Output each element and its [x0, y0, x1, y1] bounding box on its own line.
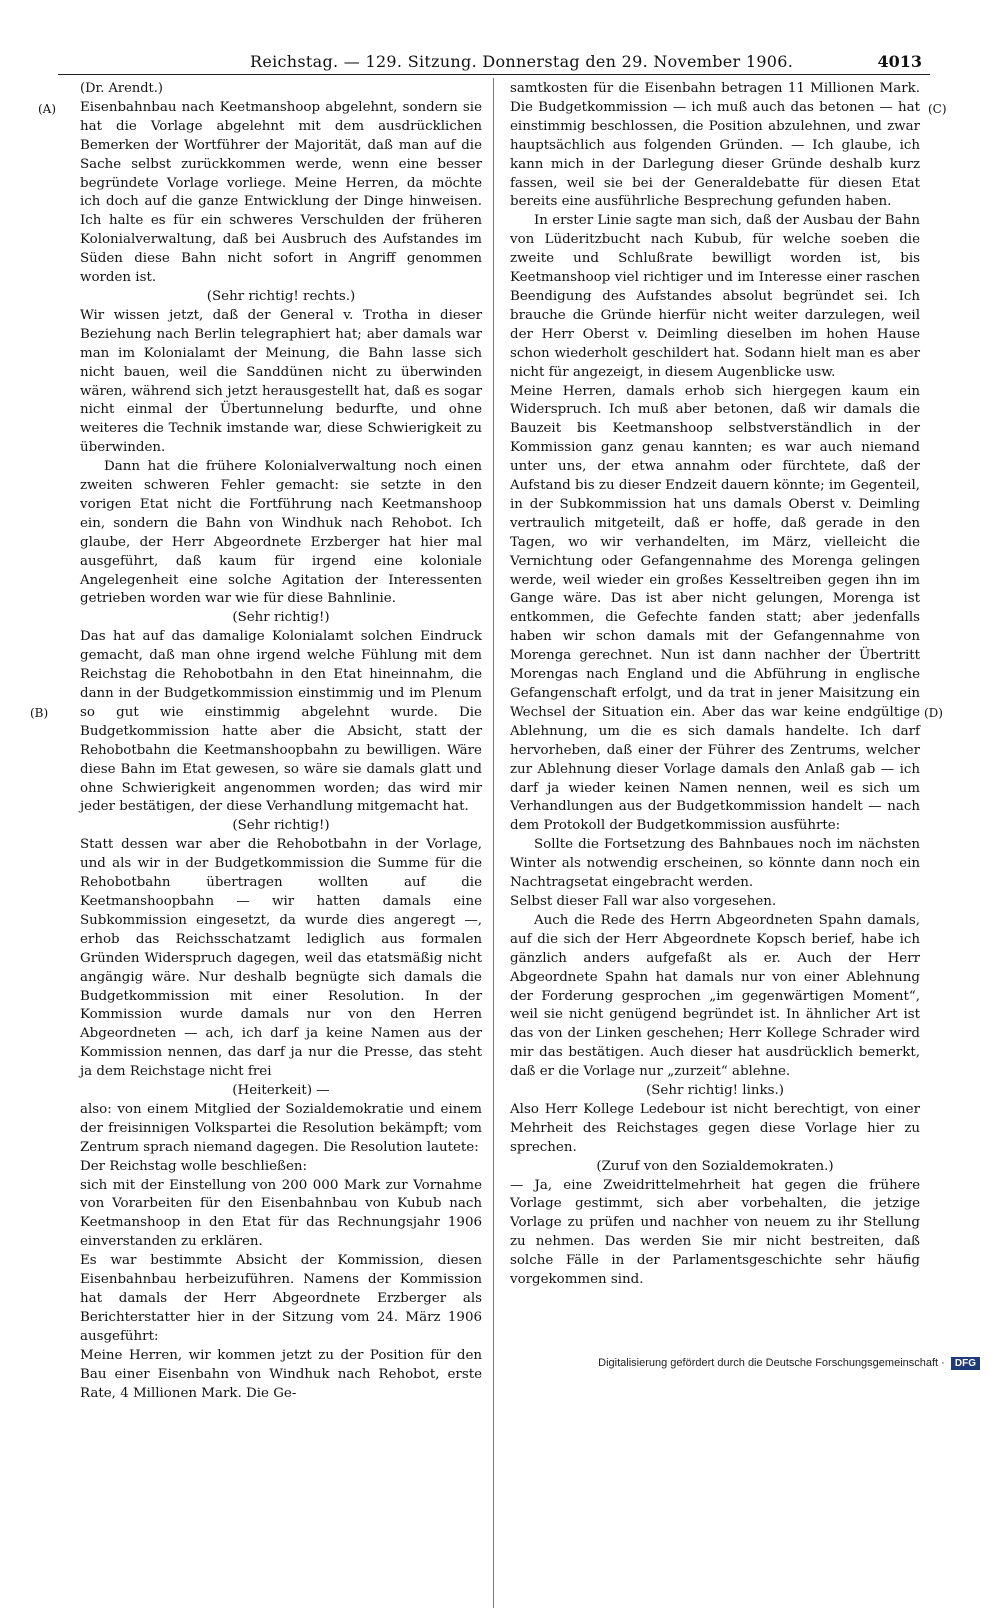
footer-text: Digitalisierung gefördert durch die Deutsche Forschungsgemeinschaft · — [598, 1357, 945, 1369]
margin-marker-c: (C) — [928, 102, 947, 116]
column-divider — [493, 78, 494, 1608]
margin-marker-b: (B) — [30, 706, 49, 720]
paragraph: Dann hat die frühere Kolonialverwaltung noch einen zweiten schweren Fehler gemacht: sie setzte in den vorigen Etat nicht die Fortführung nach Keetmanshoop ein, sondern die Bahn von Windhuk nach Rehobot. Ich glaube, der Herr Abgeordnete Erzberger hat hier mal ausgeführt, daß kaum für irgend eine koloniale Angelegenheit eine solche Agitation der Interessenten getrieben worden war wie für diese Bahnlinie. — [80, 459, 482, 607]
dfg-logo: DFG — [951, 1357, 980, 1370]
page-number: 4013 — [877, 52, 922, 71]
header-rule — [58, 74, 930, 75]
paragraph: Selbst dieser Fall war also vorgesehen. — [510, 893, 777, 909]
report-quote-continued: In erster Linie sagte man sich, daß der Ausbau der Bahn von Lüderitzbucht nach Kubub, für welche soeben die zweite und Schlußrate bewilligt worden ist, bis Keetmanshoop viel richtiger und im Interesse einer raschen Beendigung des Aufstandes absolut begründet sei. Ich brauche die Gründe hierfür nicht weiter darzulegen, weil der Herr Oberst v. Deimling dieselben im hohen Hause schon wiederholt geschildert hat. Sodann hielt man es aber nicht für angezeigt, in diesem Augenblicke usw. — [510, 213, 920, 380]
paragraph: — Ja, eine Zweidrittelmehrheit hat gegen die frühere Vorlage gestimmt, sich aber vorbehalten, die jetzige Vorlage zu prüfen und nachher von neuem zu ihr Stellung zu nehmen. Das werden Sie mir nicht bestreiten, daß solche Fälle in der Parlamentsgeschichte sehr häufig vorgekommen sind. — [510, 1177, 920, 1288]
quote-intro: Der Reichstag wolle beschließen: — [80, 1158, 308, 1174]
report-quote: Meine Herren, wir kommen jetzt zu der Position für den Bau einer Eisenbahn von Windhuk nach Rehobot, erste Rate, 4 Millionen Mark. Die Ge- — [80, 1347, 482, 1401]
right-column — [510, 80, 920, 1290]
interjection: (Zuruf von den Sozialdemokraten.) — [596, 1158, 834, 1174]
margin-marker-a: (A) — [38, 102, 57, 116]
paragraph: Eisenbahnbau nach Keetmanshoop abgelehnt, sondern sie hat die Vorlage abgelehnt mit dem ausdrücklichen Bemerken der Wortführer der Majorität, daß man auf die Sache selbst zurückkommen werde, wenn eine besser begründete Vorlage vorliege. Meine Herren, da möchte ich doch auf die ganze Entwicklung der Dinge hinweisen. Ich halte es für ein schweres Verschulden der früheren Kolonialverwaltung, daß bei Ausbruch des Aufstandes im Süden diese Bahn nicht sofort in Angriff genommen worden ist. — [80, 99, 482, 286]
resolution-quote: sich mit der Einstellung von 200 000 Mark zur Vornahme von Vorarbeiten für den Eisenbahnbau von Kubub nach Keetmanshoop in den Etat für das Rechnungsjahr 1906 einverstanden zu erklären. — [80, 1177, 482, 1250]
page-header — [0, 0, 1000, 80]
interjection: (Sehr richtig! links.) — [646, 1083, 784, 1099]
footer-credit — [598, 1357, 980, 1370]
paragraph: Statt dessen war aber die Rehobotbahn in der Vorlage, und als wir in der Budgetkommission die Summe für die Rehobotbahn übertragen wollten auf die Keetmanshoopbahn — wir hatten damals eine Subkommission eingesetzt, da wurde dies angeregt —, erhob das Reichsschatzamt lediglich aus formalen Gründen Widerspruch dagegen, weil das etatsmäßig nicht angängig wäre. Nur deshalb begnügte sich damals die Budgetkommission mit einer Resolution. In der Kommission wurde damals nur von den Herren Abgeordneten — ach, ich darf ja keine Namen aus der Kommission nennen, das darf ja nur die Presse, das steht ja dem Reichstage nicht frei — [80, 837, 482, 1080]
paragraph: also: von einem Mitglied der Sozialdemokratie und einem der freisinnigen Volkspartei die Resolution bekämpft; vom Zentrum sprach niemand dagegen. Die Resolution lautete: — [80, 1101, 482, 1155]
paragraph: Meine Herren, damals erhob sich hiergegen kaum ein Widerspruch. Ich muß aber betonen, daß wir damals die Bauzeit bis Keetmanshoop selbstverständlich in der Kommission ganz genau kannten; es war auch niemand unter uns, der etwa annahm oder fürchtete, daß der Aufstand bis zu dieser Endzeit dauern könnte; im Gegenteil, in der Subkommission hat uns damals Oberst v. Deimling vertraulich mitgeteilt, daß er hoffe, daß gerade in den Tagen, wo wir verhandelten, im März, vielleicht die Vernichtung oder Gefangennahme des Morenga gelingen werde, weil wieder ein großes Kesseltreiben gegen ihn im Gange wäre. Das ist aber nicht gelungen, Morenga ist entkommen, die Gefechte fanden statt; aber jedenfalls haben wir schon damals mit der Gefangennahme von Morenga gerechnet. Nun ist dann nachher der Übertritt Morengas nach England und die Abführung in englische Gefangenschaft erfolgt, und da trat in jener Maisitzung ein Wechsel der Situation ein. Aber das war keine endgültige Ablehnung, um die es sich damals handelte. Ich darf hervorheben, daß einer der Führer des Zentrums, welcher zur Ablehnung dieser Vorlage damals den Anlaß gab — ich darf ja wieder keinen Namen nennen, weil es sich um Verhandlungen aus der Budgetkommission handelt — nach dem Protokoll der Budgetkommission ausführte: — [510, 383, 920, 834]
paragraph: Es war bestimmte Absicht der Kommission, diesen Eisenbahnbau herbeizuführen. Namens der Kommission hat damals der Herr Abgeordnete Erzberger als Berichterstatter hier in der Sitzung vom 24. März 1906 ausgeführt: — [80, 1253, 482, 1344]
paragraph: Das hat auf das damalige Kolonialamt solchen Eindruck gemacht, daß man ohne irgend welche Fühlung mit dem Reichstag die Rehobotbahn in den Etat hineinnahm, die dann in der Budgetkommission einstimmig und im Plenum so gut wie einstimmig abgelehnt wurde. Die Budgetkommission hatte aber die Absicht, statt der Rehobotbahn die Keetmanshoopbahn zu bewilligen. Wäre diese Bahn im Etat gewesen, so wäre sie damals glatt und ohne Schwierigkeit angenommen worden; das wird mir jeder bestätigen, der diese Verhandlung mitgemacht hat. — [80, 629, 482, 815]
left-column — [80, 80, 482, 1403]
interjection: (Sehr richtig! rechts.) — [206, 288, 356, 304]
paragraph: Also Herr Kollege Ledebour ist nicht berechtigt, von einer Mehrheit des Reichstages gegen diese Vorlage hier zu sprechen. — [510, 1101, 920, 1155]
interjection: (Heiterkeit) — — [232, 1083, 330, 1099]
protocol-quote: Sollte die Fortsetzung des Bahnbaues noch im nächsten Winter als notwendig erscheinen, so könnte dann noch ein Nachtragsetat eingebracht werden. — [510, 837, 920, 891]
report-quote-continued: samtkosten für die Eisenbahn betragen 11 Millionen Mark. Die Budgetkommission — ich muß auch das betonen — hat einstimmig beschlossen, die Position abzulehnen, und zwar hauptsächlich aus folgenden Gründen. — Ich glaube, ich kann mich in der Darlegung dieser Gründe deshalb kurz fassen, weil sie bei der Generaldebatte für diesen Etat bereits eine ausführliche Besprechung gefunden haben. — [510, 81, 920, 210]
margin-marker-d: (D) — [924, 706, 943, 720]
paragraph: Auch die Rede des Herrn Abgeordneten Spahn damals, auf die sich der Herr Abgeordnete Kopsch berief, habe ich gänzlich anders aufgefaßt als er. Auch der Herr Abgeordnete Spahn hat damals nur von einer Ablehnung der Forderung gesprochen „im gegenwärtigen Moment“, weil sie nicht genügend begründet ist. In ähnlicher Art ist das von der Linken geschehen; Herr Kollege Schrader wird mir das bestätigen. Auch dieser hat ausdrücklich bemerkt, daß er die Vorlage nur „zurzeit“ ablehne. — [510, 912, 920, 1080]
paragraph: Wir wissen jetzt, daß der General v. Trotha in dieser Beziehung nach Berlin telegraphiert hat; aber damals war man im Kolonialamt der Meinung, die Bahn lasse sich nicht bauen, weil die Sanddünen nicht zu überwinden wären, während sich jetzt herausgestellt hat, daß es sogar nicht einmal der Übertunnelung bedurfte, und ohne weiteres die Technik imstande war, diese Schwierigkeit zu überwinden. — [80, 307, 482, 456]
interjection: (Sehr richtig!) — [232, 818, 330, 834]
interjection: (Sehr richtig!) — [232, 610, 330, 626]
speaker-name: (Dr. Arendt.) — [80, 81, 163, 96]
running-title: Reichstag. — 129. Sitzung. Donnerstag den 29. November 1906. — [250, 52, 794, 71]
